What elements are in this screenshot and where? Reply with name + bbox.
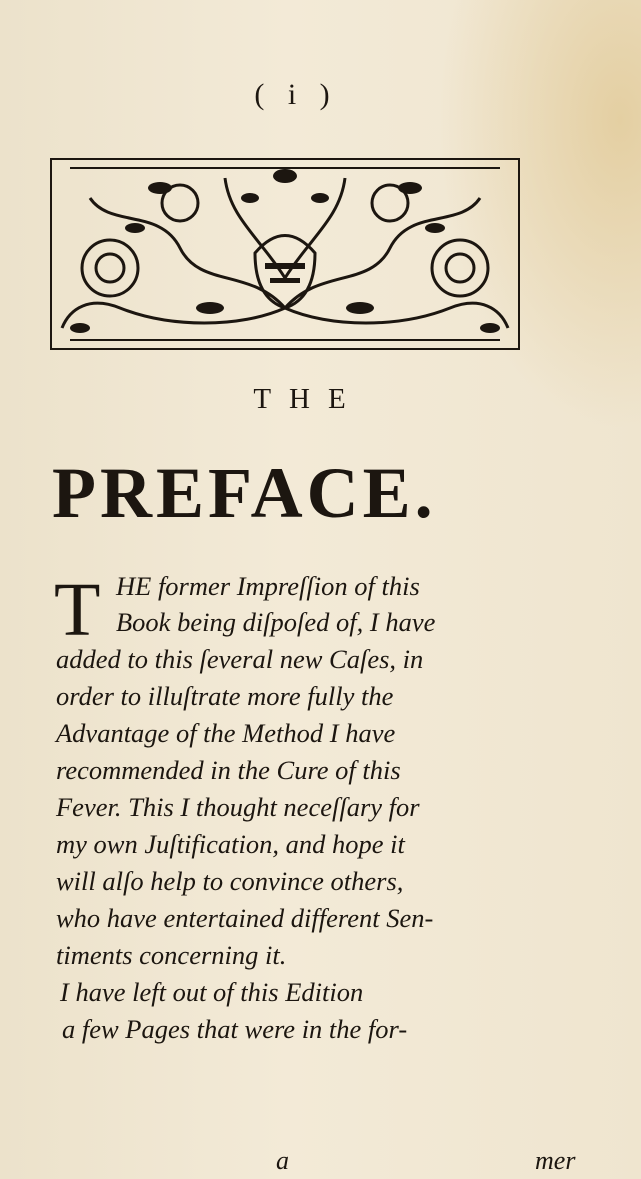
heading-preface: PREFACE. (52, 453, 437, 533)
text-line: will alſo help to convince others, (56, 866, 404, 896)
text-line: HE former Impreſſion of this (116, 571, 420, 601)
text-line: recommended in the Cure of this (56, 755, 401, 785)
text-line: Advantage of the Method I have (56, 718, 396, 748)
text-line: added to this ſeveral new Caſes, in (56, 644, 424, 674)
text-line: who have entertained different Sen- (56, 903, 434, 933)
text-line: order to illuſtrate more fully the (56, 681, 394, 711)
ornamental-headpiece (50, 158, 520, 350)
signature-mark: a (276, 1146, 289, 1175)
text-line: a few Pages that were in the for- (62, 1014, 408, 1044)
heading-small: THE (253, 383, 364, 415)
text-line: I have left out of this Edition (60, 977, 364, 1007)
text-line: timents concerning it. (56, 940, 287, 970)
catchword: mer (535, 1146, 576, 1175)
page-number: ( i ) (254, 78, 338, 111)
text-line: Book being diſpoſed of, I have (116, 607, 436, 637)
text-line: my own Juſtification, and hope it (56, 829, 405, 859)
drop-cap: T (54, 568, 101, 652)
text-line: Fever. This I thought neceſſary for (56, 792, 420, 822)
